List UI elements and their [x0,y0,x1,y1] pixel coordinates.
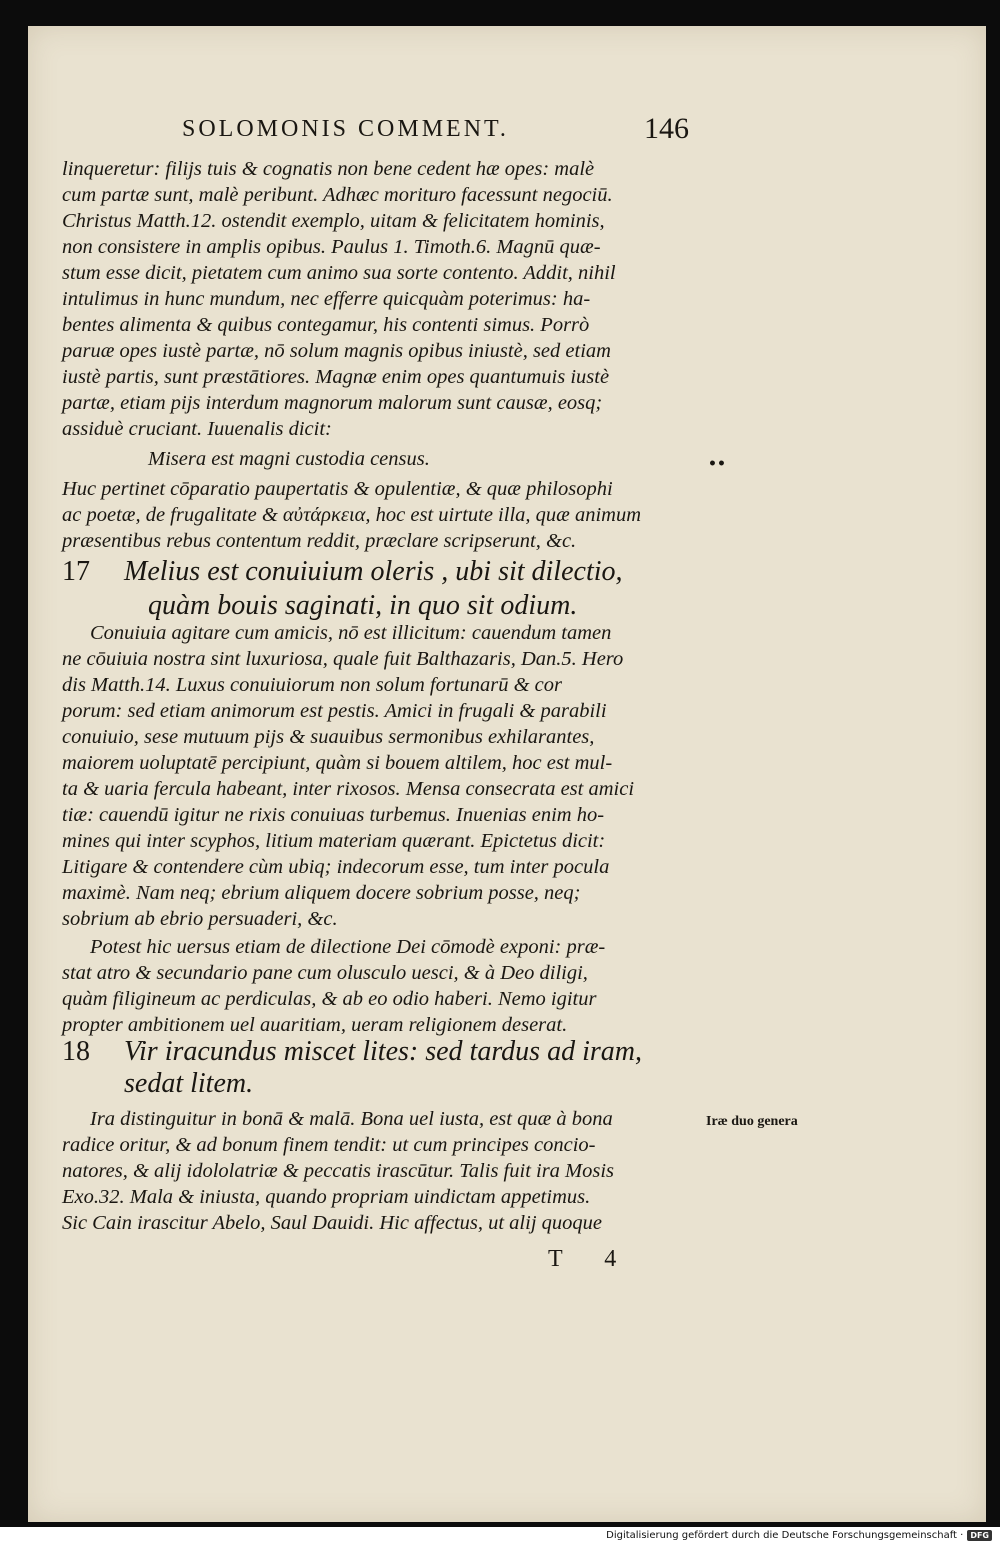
dfg-logo[interactable]: DFG [967,1530,992,1541]
verse-text: sedat litem. [124,1068,254,1099]
text-line: Huc pertinet cōparatio paupertatis & opulentiæ, & quæ philosophi [62,478,613,500]
text-line: stat atro & secundario pane cum olusculo uesci, & à Deo diligi, [62,962,588,984]
page-number: 146 [644,112,689,145]
text-line: mines qui inter scyphos, litium materiam quærant. Epictetus dicit: [62,830,606,852]
text-line: paruæ opes iustè partæ, nō solum magnis opibus iniustè, sed etiam [62,340,611,362]
verse-number: 18 [62,1036,90,1067]
verse-text: Vir iracundus miscet lites: sed tardus ad iram, [124,1036,642,1067]
text-line: ne cōuiuia nostra sint luxuriosa, quale fuit Balthazaris, Dan.5. Hero [62,648,624,670]
text-line: stum esse dicit, pietatem cum animo sua sorte contento. Addit, nihil [62,262,616,284]
text-line: propter ambitionem uel auaritiam, ueram religionem deserat. [62,1014,568,1036]
text-line: assiduè cruciant. Iuuenalis dicit: [62,418,332,440]
text-line: conuiuio, sese mutuum pijs & suauibus sermonibus exhilarantes, [62,726,595,748]
text-line: radice oritur, & ad bonum finem tendit: ut cum principes concio- [62,1134,596,1156]
verse-text: quàm bouis saginati, in quo sit odium. [148,590,578,621]
text-line: partæ, etiam pijs interdum magnorum malorum sunt causæ, eosq; [62,392,603,414]
margin-note: Iræ duo genera [706,1114,798,1129]
text-line: natores, & alij idololatriæ & peccatis irascūtur. Talis fuit ira Mosis [62,1160,615,1182]
text-line: dis Matth.14. Luxus conuiuiorum non solum fortunarū & cor [62,674,562,696]
text-line: intulimus in hunc mundum, nec efferre quicquàm poterimus: ha- [62,288,591,310]
text-line: ac poetæ, de frugalitate & αὐτάρκεια, hoc est uirtute illa, quæ animum [62,504,641,526]
text-line: maiorem uoluptatē percipiunt, quàm si bouem altilem, hoc est mul- [62,752,613,774]
text-line: non consistere in amplis opibus. Paulus 1. Timoth.6. Magnū quæ- [62,236,601,258]
verse-text: Melius est conuiuium oleris , ubi sit dilectio, [124,556,623,587]
text-line: præsentibus rebus contentum reddit, præclare scripserunt, &c. [62,530,577,552]
text-line: Potest hic uersus etiam de dilectione Dei cōmodè exponi: præ- [90,936,606,958]
text-line: Conuiuia agitare cum amicis, nō est illicitum: cauendum tamen [90,622,612,644]
margin-dots: •• [708,456,726,472]
running-head: SOLOMONIS COMMENT. [182,116,509,142]
text-line: iustè partis, sunt præstātiores. Magnæ enim opes quantumuis iustè [62,366,610,388]
text-line: Litigare & contendere cùm ubiq; indecorum esse, tum inter pocula [62,856,610,878]
verse-number: 17 [62,556,90,587]
quotation: Misera est magni custodia census. [148,448,430,470]
text-line: bentes alimenta & quibus contegamur, his contenti simus. Porrò [62,314,590,336]
text-line: ta & uaria fercula habeant, inter rixosos. Mensa consecrata est amici [62,778,635,800]
footer-bar [0,1527,1000,1543]
text-line: porum: sed etiam animorum est pestis. Amici in frugali & parabili [62,700,607,722]
text-line: quàm filigineum ac perdiculas, & ab eo odio haberi. Nemo igitur [62,988,597,1010]
text-line: Ira distinguitur in bonā & malā. Bona uel iusta, est quæ à bona [90,1108,613,1130]
text-line: maximè. Nam neq; ebrium aliquem docere sobrium posse, neq; [62,882,581,904]
signature-mark: T 4 [548,1246,635,1272]
text-line: tiæ: cauendū igitur ne rixis conuiuas turbemus. Inuenias enim ho- [62,804,605,826]
text-line: Sic Cain irascitur Abelo, Saul Dauidi. Hic affectus, ut alij quoque [62,1212,602,1234]
text-line: cum partæ sunt, malè peribunt. Adhæc morituro facessunt negociū. [62,184,613,206]
text-line: Exo.32. Mala & iniusta, quando propriam uindictam appetimus. [62,1186,591,1208]
text-line: linqueretur: filijs tuis & cognatis non bene cedent hæ opes: malè [62,158,595,180]
footer-credit: Digitalisierung gefördert durch die Deutsche Forschungsgemeinschaft · [606,1529,964,1541]
text-line: Christus Matth.12. ostendit exemplo, uitam & felicitatem hominis, [62,210,605,232]
text-line: sobrium ab ebrio persuaderi, &c. [62,908,338,930]
